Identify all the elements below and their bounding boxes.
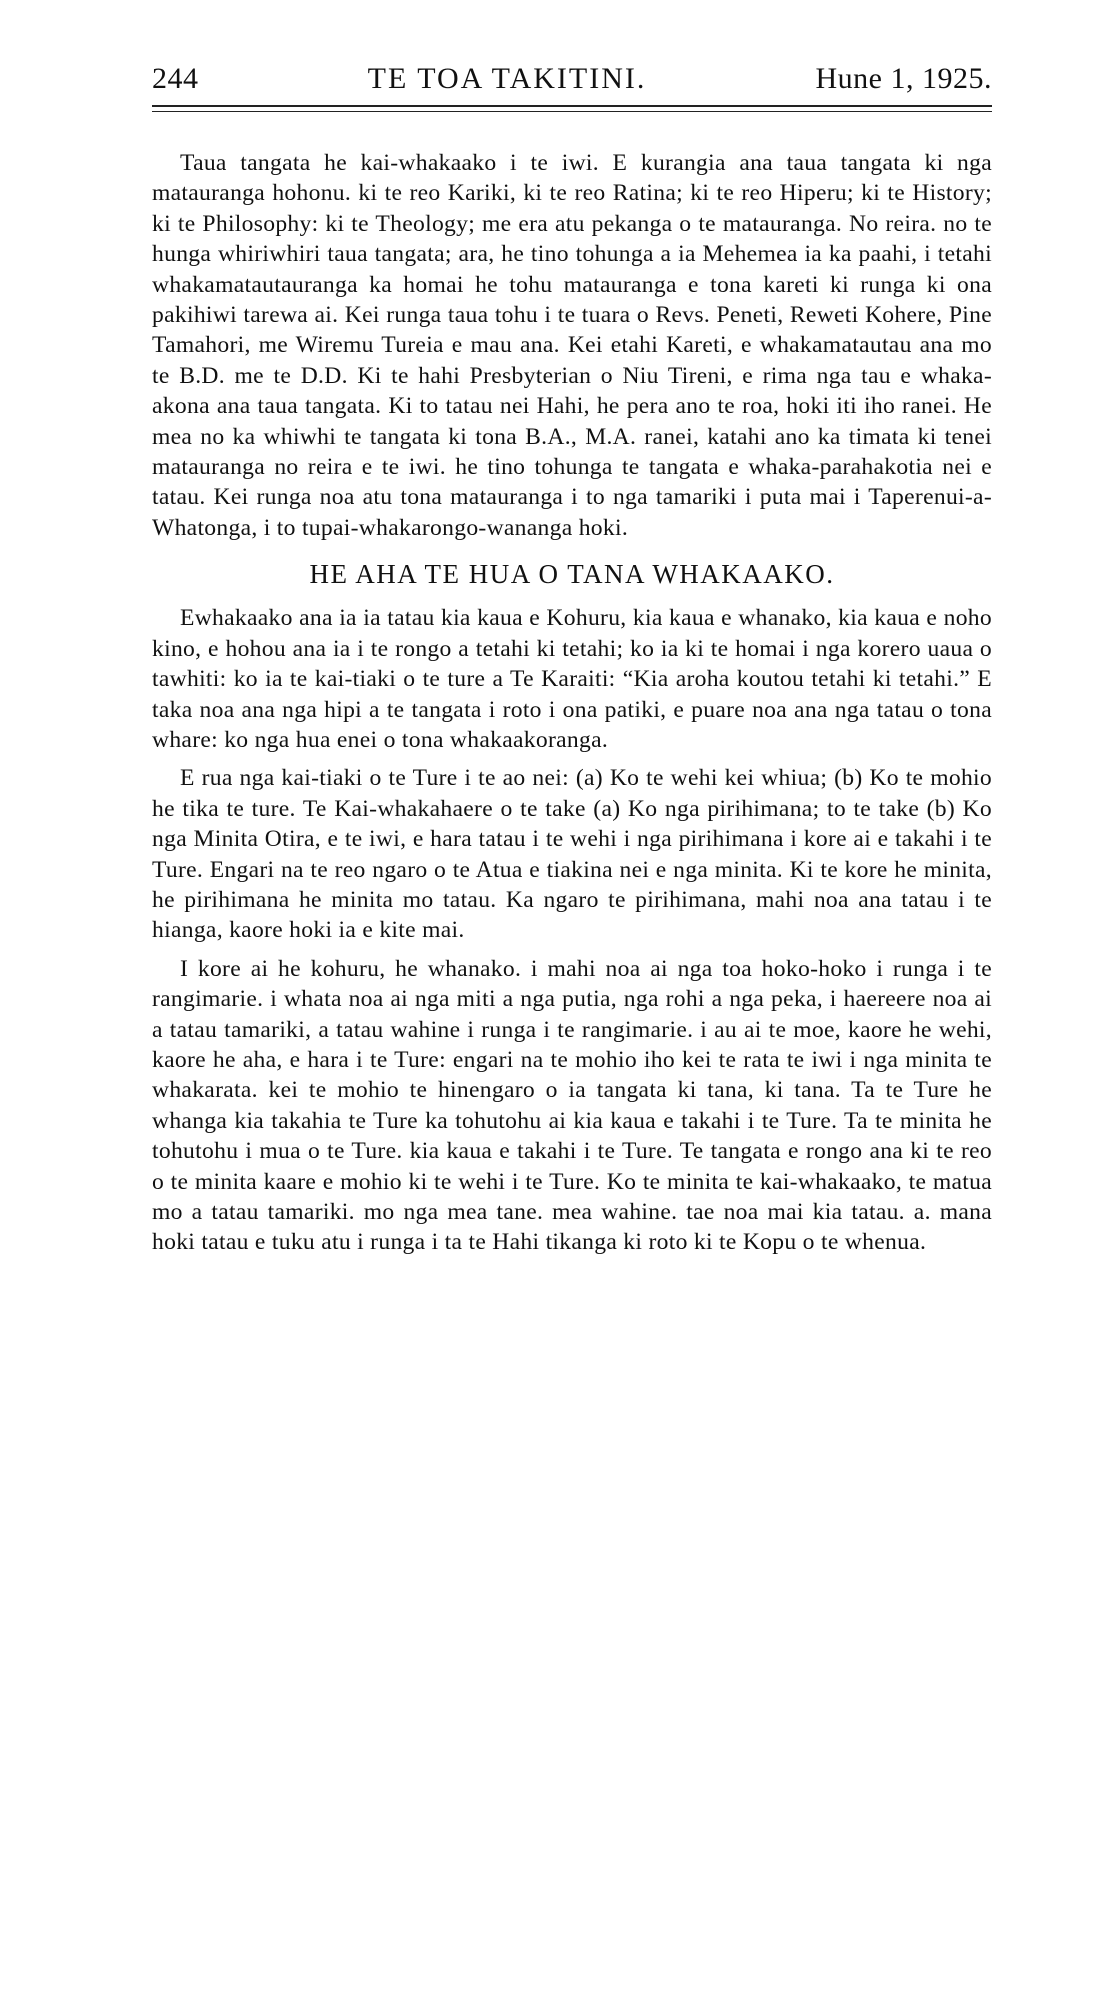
paragraph-1: Taua tangata he kai-whakaako i te iwi. E kurangia ana taua tangata ki nga matauranga hohonu. ki te reo Kariki, ki te reo Ratina; ki te reo Hiperu; ki te History; ki te Philosophy: ki te Theology; me era atu pekanga o te matauranga. No reira. no te hunga whiriwhiri taua tangata; ara, he tino tohunga a ia Mehemea ia ka paahi, i tetahi whakamatautauranga ka homai he tohu matauranga e tona kareti ki runga ki ona pakihiwi tarewa ai. Kei runga taua tohu i te tuara o Revs. Peneti, Reweti Kohere, Pine Tamahori, me Wiremu Tureia e mau ana. Kei etahi Kareti, e whakamatautau ana mo te B.D. me te D.D. Ki te hahi Presbyterian o Niu Tireni, e rima nga tau e whaka-akona ana taua tangata. Ki to tatau nei Hahi, he pera ano te roa, hoki iti iho ranei. He mea no ka whiwhi te tangata ki tona B.A., M.A. ranei, katahi ano ka timata ki tenei matauranga no reira e te iwi. he tino tohunga te tangata e whaka-parahakotia nei e tatau. Kei runga noa atu tona matauranga i to nga tamariki i puta mai i Taperenui-a-Whatonga, i to tupai-whakarongo-wananga hoki. — [152, 150, 992, 541]
issue-date: Hune 1, 1925. — [815, 62, 992, 95]
page-number: 244 — [152, 62, 199, 95]
paragraph-2: Ewhakaako ana ia ia tatau kia kaua e Kohuru, kia kaua e whanako, kia kaua e noho kino, e hohou ana ia i te rongo a tetahi ki tetahi; ko ia ki te homai i nga korero uaua o tawhiti: ko ia te kai-tiaki o te ture a Te Karaiti: “Kia aroha koutou tetahi ki tetahi.” E taka noa ana nga hipi a te tangata i roto i ona patiki, e puare noa ana nga tatau o tona whare: ko nga hua enei o tona whakaakoranga. — [152, 605, 992, 753]
section-heading: HE AHA TE HUA O TANA WHAKAAKO. — [309, 559, 835, 590]
running-title: TE TOA TAKITINI. — [367, 62, 647, 95]
article-body — [152, 148, 992, 1258]
header-rule-thick — [152, 105, 992, 107]
header-rule-thin — [152, 111, 992, 112]
running-header — [152, 62, 992, 102]
paragraph-3: E rua nga kai-tiaki o te Ture i te ao nei: (a) Ko te wehi kei whiua; (b) Ko te mohio he tika te ture. Te Kai-whakahaere o te take (a) Ko nga pirihimana; to te take (b) Ko nga Minita Otira, e te iwi, e hara tatau i te wehi i nga pirihimana i kore ai e takahi i te Ture. Engari na te reo ngaro o te Atua e tiakina nei e nga minita. Ki te kore he minita, he pirihimana he minita mo tatau. Ka ngaro te pirihimana, mahi noa ana tatau i te hianga, kaore hoki ia e kite mai. — [152, 765, 992, 944]
paragraph-4: I kore ai he kohuru, he whanako. i mahi noa ai nga toa hoko-hoko i runga i te rangimarie. i whata noa ai nga miti a nga putia, nga rohi a nga peka, i haereere noa ai a tatau tamariki, a tatau wahine i runga i te rangimarie. i au ai te moe, kaore he wehi, kaore he aha, e hara i te Ture: engari na te mohio iho kei te rata te iwi i nga minita te whakarata. kei te mohio te hinengaro o ia tangata ki tana, ki tana. Ta te Ture he whanga kia takahia te Ture ka tohutohu ai kia kaua e takahi i te Ture. Ta te minita he tohutohu i mua o te Ture. kia kaua e takahi i te Ture. Te tangata e rongo ana ki te reo o te minita kaare e mohio ki te wehi i te Ture. Ko te minita te kai-whakaako, te matua mo a tatau tamariki. mo nga mea tane. mea wahine. tae noa mai kia tatau. a. mana hoki tatau e tuku atu i runga i ta te Hahi tikanga ki roto ki te Kopu o te whenua. — [152, 955, 992, 1256]
